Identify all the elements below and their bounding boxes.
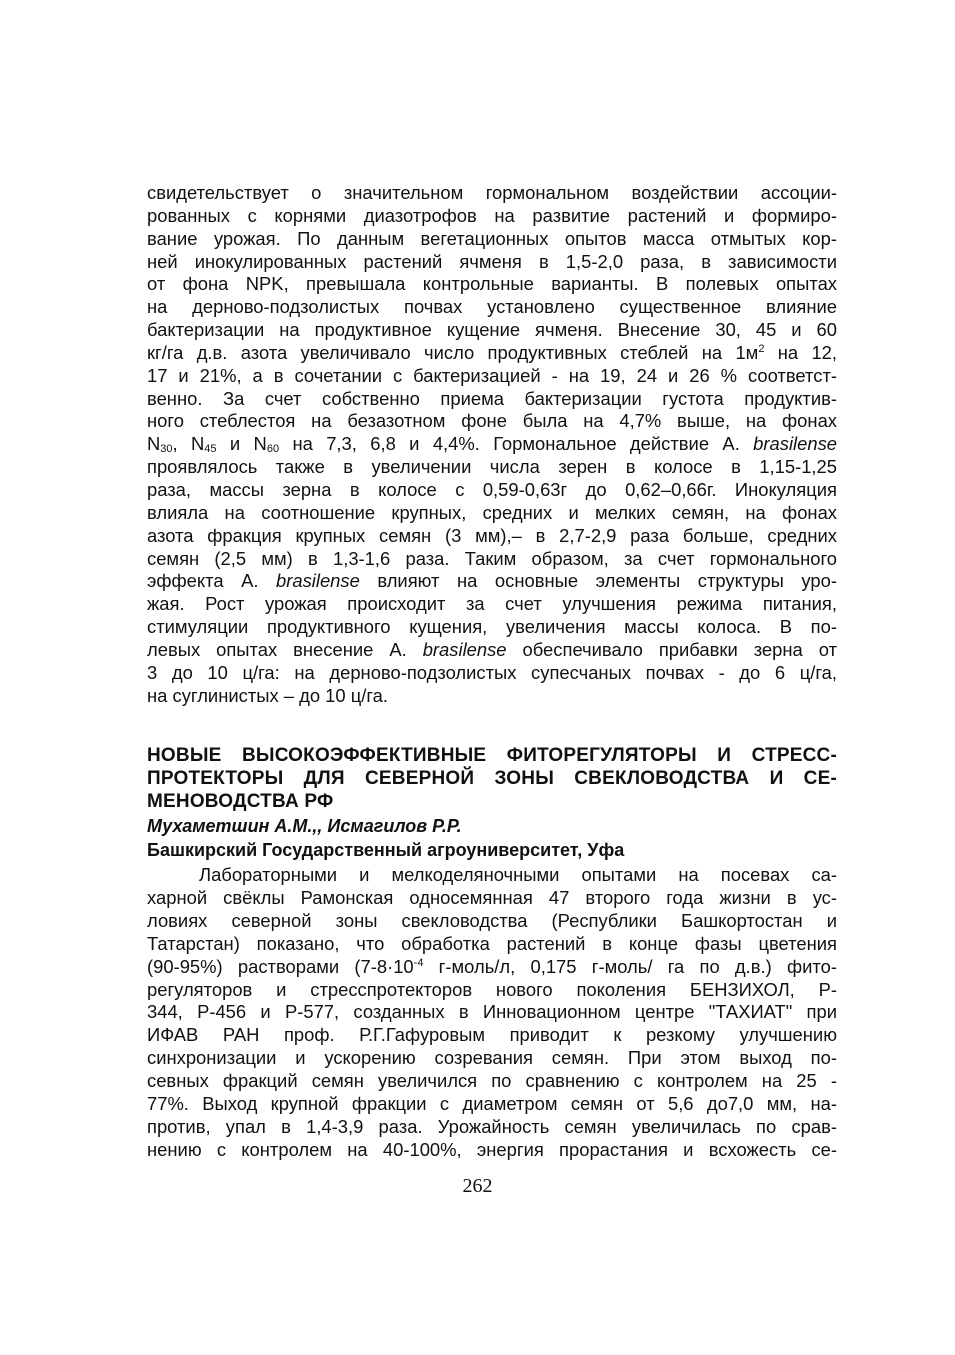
text-fragment: кг/га д.в. азота увеличивало число продуктивных стеблей на 1м xyxy=(147,341,759,363)
page-number: 262 xyxy=(462,1175,493,1197)
text-line: Лабораторными и мелкоделяночными опытами на посевах са- xyxy=(199,864,837,885)
text-line: 77%. Выход крупной фракции с диаметром семян от 5,6 до7,0 мм, на- xyxy=(147,1093,837,1115)
text-fragment: на 7,3, 6,8 и 4,4%. Гормональное действие А. xyxy=(279,433,754,455)
text-fragment: левых опытах внесение А. xyxy=(147,638,423,660)
text-line: семян (2,5 мм) в 1,3-1,6 раза. Таким образом, за счет гормонального xyxy=(147,547,837,569)
text-fragment: обеспечивало прибавки зерна от xyxy=(506,638,837,660)
subscript: 60 xyxy=(266,443,280,456)
text-fragment: влияют на основные элементы структуры уро- xyxy=(359,570,837,592)
superscript: -4 xyxy=(413,956,424,969)
text-line: 17 и 21%, а в сочетании с бактеризацией - на 19, 24 и 26 % соответст- xyxy=(147,364,837,386)
text-line: ного стеблестоя на безазотном фоне была на 4,7% выше, на фонах xyxy=(147,410,837,432)
italic-species-name: brasilense xyxy=(422,638,507,660)
subscript: 45 xyxy=(204,443,217,456)
superscript: 2 xyxy=(758,342,765,355)
text-line: нению с контролем на 40-100%, энергия прорастания и всхожесть се- xyxy=(147,1138,837,1160)
text-fragment: N xyxy=(147,433,161,455)
text-line: синхронизации и ускорению созревания семян. При этом выход по- xyxy=(147,1047,837,1069)
text-fragment: эффекта А. xyxy=(147,570,276,592)
text-line: азота фракция крупных семян (3 мм),– в 2,7-2,9 раза больше, средних xyxy=(147,524,837,546)
text-line xyxy=(147,956,837,979)
heading-line: НОВЫЕ ВЫСОКОЭФФЕКТИВНЫЕ ФИТОРЕГУЛЯТОРЫ И СТРЕСС- xyxy=(147,745,837,766)
section-heading xyxy=(147,744,837,813)
text-fragment: (90-95%) растворами (7-8·10 xyxy=(147,955,414,977)
text-line: жая. Рост урожая происходит за счет улучшения режима питания, xyxy=(147,593,837,615)
text-line: свидетельствует о значительном гормональном воздействии ассоции- xyxy=(147,182,837,203)
text-line: раза, массы зерна в колосе с 0,59-0,63г до 0,62–0,66г. Инокуляция xyxy=(147,478,837,500)
paragraph-1 xyxy=(147,182,837,707)
text-line: регуляторов и стресспротекторов нового поколения БЕНЗИХОЛ, Р- xyxy=(147,978,837,1000)
text-line: ловиях северной зоны свекловодства (Республики Башкортостан и xyxy=(147,909,837,931)
text-line xyxy=(147,570,837,593)
text-line xyxy=(147,433,837,456)
text-line: 3 до 10 ц/га: на дерново-подзолистых супесчаных почвах - до 6 ц/га, xyxy=(147,661,837,683)
text-line: стимуляции продуктивного кущения, увеличения массы колоса. В по- xyxy=(147,616,837,638)
text-line: рованных с корнями диазотрофов на развитие растений и формиро- xyxy=(147,204,837,226)
text-line: от фона NPK, превышала контрольные варианты. В полевых опытах xyxy=(147,273,837,295)
text-line: ней инокулированных растений ячменя в 1,5-2,0 раза, в зависимости xyxy=(147,250,837,272)
text-fragment: г-моль/л, 0,175 г-моль/ га по д.в.) фито- xyxy=(423,955,837,977)
text-line: харной свёклы Рамонская односемянная 47 второго года жизни в ус- xyxy=(147,886,837,908)
text-line: влияла на соотношение крупных, средних и мелких семян, на фонах xyxy=(147,501,837,523)
subscript: 30 xyxy=(160,443,173,456)
text-line: на суглинистых – до 10 ц/га. xyxy=(147,684,389,706)
text-line xyxy=(147,342,837,365)
text-line: проявлялось также в увеличении числа зерен в колосе в 1,15-1,25 xyxy=(147,456,837,478)
authors-line: Мухаметшин А.М.,, Исмагилов Р.Р. xyxy=(147,816,462,836)
text-line: ИФАВ РАН проф. Р.Г.Гафуровым приводит к резкому улучшению xyxy=(147,1024,837,1046)
affiliation-line: Башкирский Государственный агроуниверситет, Уфа xyxy=(147,840,625,860)
paragraph-2 xyxy=(147,864,837,1162)
text-line xyxy=(147,639,837,662)
text-line: Татарстан) показано, что обработка растений в конце фазы цветения xyxy=(147,932,837,954)
text-fragment: и N xyxy=(216,433,267,455)
text-line: севных фракций семян увеличился по сравнению с контролем на 25 - xyxy=(147,1070,837,1092)
heading-line: ПРОТЕКТОРЫ ДЛЯ СЕВЕРНОЙ ЗОНЫ СВЕКЛОВОДСТВА И СЕ- xyxy=(147,768,837,789)
text-line: на дерново-подзолистых почвах установлено существенное влияние xyxy=(147,296,837,318)
text-line: бактеризации на продуктивное кущение ячменя. Внесение 30, 45 и 60 xyxy=(147,319,837,341)
text-fragment: , N xyxy=(172,433,205,455)
text-line: венно. За счет собственно приема бактеризации густота продуктив- xyxy=(147,387,837,409)
text-line: против, упал в 1,4-3,9 раза. Урожайность семян увеличилась по срав- xyxy=(147,1115,837,1137)
italic-species-name: brasilense xyxy=(276,570,360,592)
text-fragment: на 12, xyxy=(764,341,838,363)
italic-species-name: brasilense xyxy=(753,433,837,455)
heading-line: МЕНОВОДСТВА РФ xyxy=(147,791,334,812)
text-line: вание урожая. По данным вегетационных опытов масса отмытых кор- xyxy=(147,227,837,249)
text-line: 344, Р-456 и Р-577, созданных в Инновационном центре "ТАХИАТ" при xyxy=(147,1001,837,1023)
